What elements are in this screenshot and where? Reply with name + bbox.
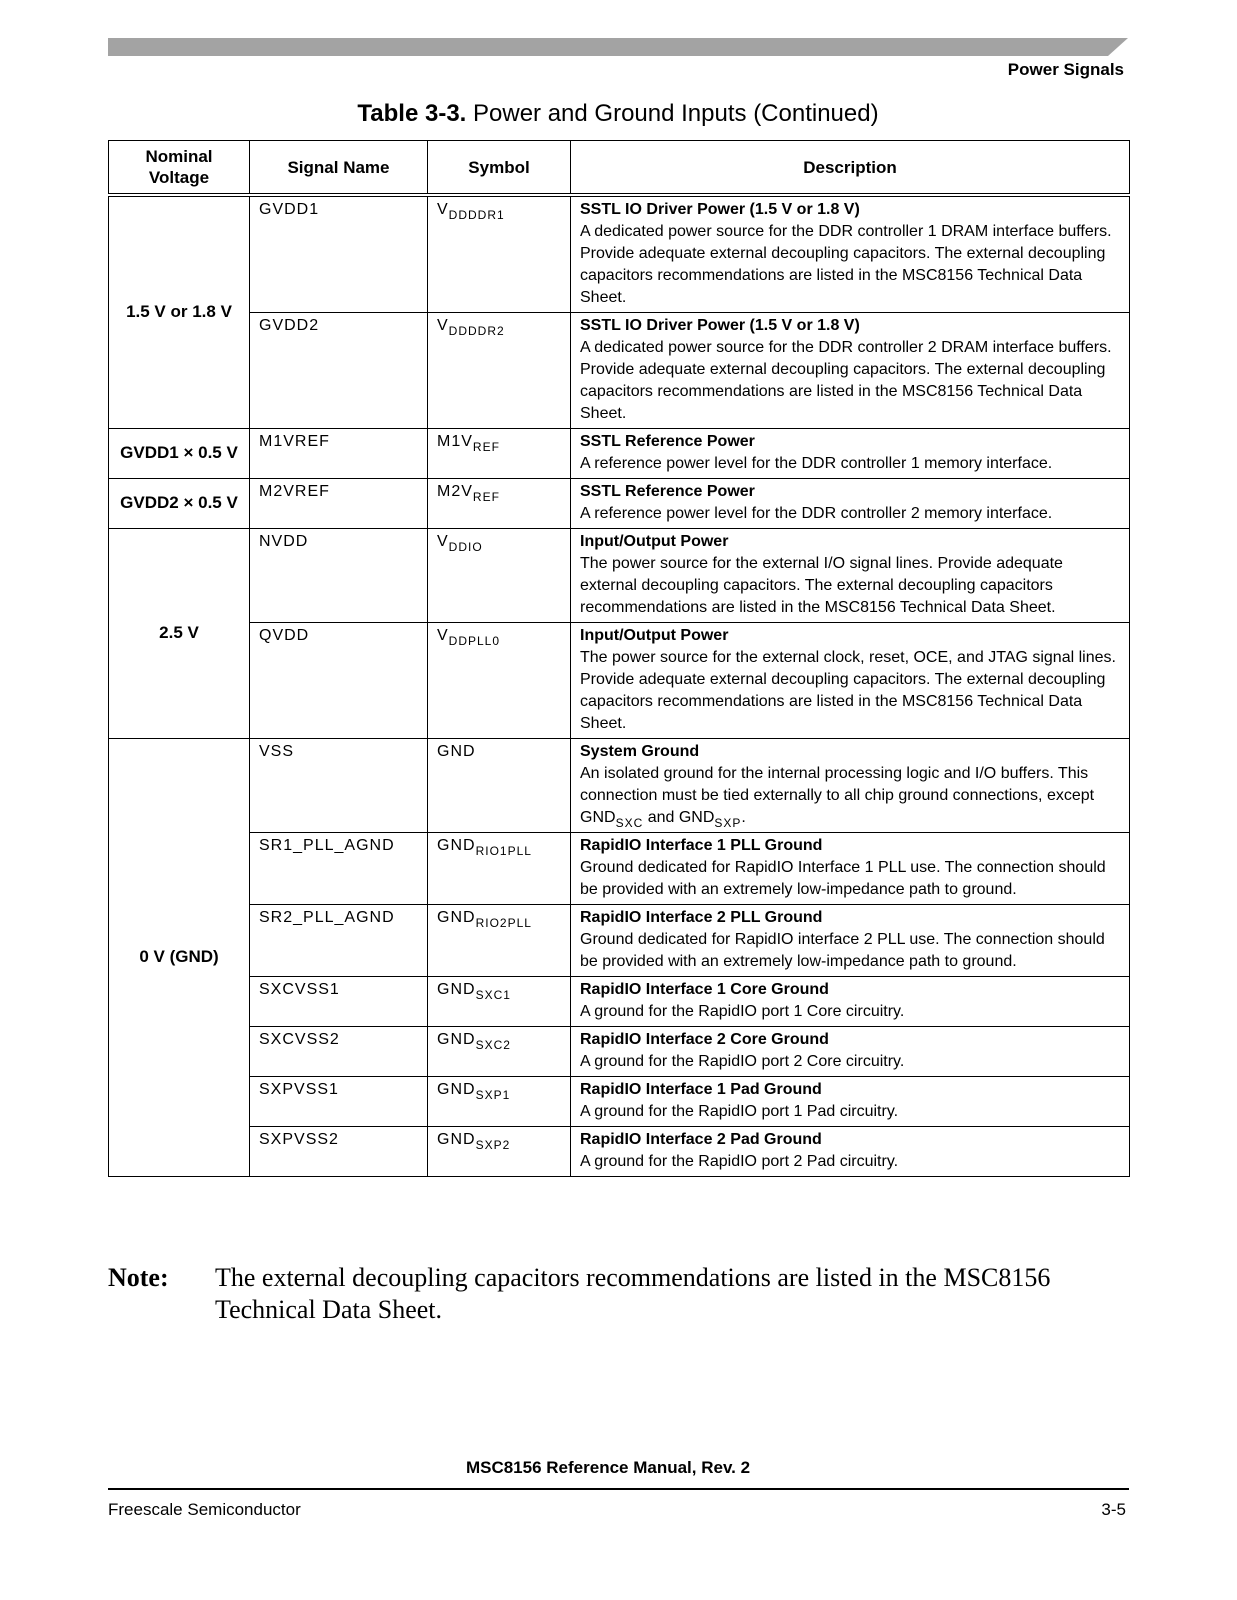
description-title: RapidIO Interface 2 Core Ground <box>580 1031 829 1048</box>
description-cell <box>571 739 1130 833</box>
description-subscript: SXP <box>714 816 742 830</box>
symbol-subscript: SXC1 <box>475 988 511 1002</box>
description-text <box>580 1053 904 1070</box>
description-cell <box>571 479 1130 529</box>
table-row <box>109 623 1130 739</box>
signal-name-cell: GVDD2 <box>250 313 428 429</box>
symbol-cell <box>428 1077 571 1127</box>
footer-company: Freescale Semiconductor <box>108 1500 301 1519</box>
nominal-voltage-cell: 0 V (GND) <box>109 739 250 1177</box>
description-body: A reference power level for the DDR controller 1 memory interface. <box>580 455 1053 472</box>
table-row <box>109 739 1130 833</box>
description-body: A ground for the RapidIO port 1 Pad circuitry. <box>580 1103 899 1120</box>
symbol-subscript: DDDDR1 <box>448 208 505 222</box>
symbol-base: GND <box>437 743 476 760</box>
table-title: Power and Ground Inputs (Continued) <box>473 100 879 127</box>
description-body: A dedicated power source for the DDR controller 2 DRAM interface buffers. Provide adequate external decoupling capacitors. The external decoupling capacitors recommendations are listed in the MSC8156 Technical Data Sheet. <box>580 339 1112 422</box>
symbol-subscript: DDDDR2 <box>448 324 505 338</box>
header-bar <box>108 38 1128 56</box>
description-text <box>580 505 1052 522</box>
symbol-base: GND <box>437 909 476 926</box>
description-cell <box>571 905 1130 977</box>
symbol-base: GND <box>437 1031 476 1048</box>
table-row <box>109 195 1130 313</box>
nominal-voltage-cell: GVDD2 × 0.5 V <box>109 479 250 529</box>
symbol-base: M2V <box>437 483 473 500</box>
description-cell <box>571 313 1130 429</box>
description-subscript: SXC <box>615 816 644 830</box>
symbol-base: GND <box>437 1131 476 1148</box>
description-cell <box>571 429 1130 479</box>
description-title: System Ground <box>580 743 700 760</box>
description-cell <box>571 195 1130 313</box>
symbol-cell <box>428 833 571 905</box>
symbol-cell <box>428 195 571 313</box>
signal-name-cell: SXCVSS2 <box>250 1027 428 1077</box>
description-body: A ground for the RapidIO port 2 Pad circuitry. <box>580 1153 899 1170</box>
column-header: Description <box>571 141 1130 196</box>
description-body: The power source for the external I/O signal lines. Provide adequate external decoupling capacitors. The external decoupling capacitors recommendations are listed in the MSC8156 Technical Data Sheet. <box>580 555 1063 616</box>
description-title: Input/Output Power <box>580 627 729 644</box>
signal-name-cell: SR2_PLL_AGND <box>250 905 428 977</box>
description-title: Input/Output Power <box>580 533 729 550</box>
description-cell <box>571 623 1130 739</box>
symbol-subscript: REF <box>472 440 500 454</box>
table-row <box>109 479 1130 529</box>
symbol-base: GND <box>437 981 476 998</box>
description-body: Ground dedicated for RapidIO interface 2 PLL use. The connection should be provided with an extremely low-impedance path to ground. <box>580 931 1105 970</box>
symbol-subscript: SXP1 <box>475 1088 511 1102</box>
description-text <box>580 1003 904 1020</box>
description-text <box>580 1153 898 1170</box>
symbol-base: V <box>437 317 449 334</box>
symbol-base: V <box>437 533 449 550</box>
footer-title: MSC8156 Reference Manual, Rev. 2 <box>465 1458 751 1477</box>
symbol-subscript: RIO1PLL <box>475 844 532 858</box>
description-text <box>580 1103 898 1120</box>
description-body: A ground for the RapidIO port 1 Core circuitry. <box>580 1003 905 1020</box>
description-text <box>580 555 1063 616</box>
description-cell <box>571 1027 1130 1077</box>
symbol-cell <box>428 1127 571 1177</box>
description-body: Ground dedicated for RapidIO Interface 1 PLL use. The connection should be provided with an extremely low-impedance path to ground. <box>580 859 1106 898</box>
table-row <box>109 977 1130 1027</box>
column-header: Signal Name <box>250 141 428 196</box>
description-title: RapidIO Interface 1 Core Ground <box>580 981 829 998</box>
description-title: SSTL IO Driver Power (1.5 V or 1.8 V) <box>580 317 860 334</box>
table-row <box>109 429 1130 479</box>
description-body: A ground for the RapidIO port 2 Core circuitry. <box>580 1053 905 1070</box>
signal-name-cell: SXPVSS2 <box>250 1127 428 1177</box>
footer-divider <box>108 1488 1129 1490</box>
signal-name-cell: QVDD <box>250 623 428 739</box>
nominal-voltage-cell: 1.5 V or 1.8 V <box>109 195 250 429</box>
symbol-base: GND <box>437 1081 476 1098</box>
signal-name-cell: NVDD <box>250 529 428 623</box>
description-title: SSTL Reference Power <box>580 483 755 500</box>
description-title: SSTL IO Driver Power (1.5 V or 1.8 V) <box>580 201 860 218</box>
description-title: RapidIO Interface 2 PLL Ground <box>580 909 823 926</box>
symbol-cell <box>428 977 571 1027</box>
note <box>108 1262 1118 1326</box>
nominal-voltage-cell: 2.5 V <box>109 529 250 739</box>
table-header-row <box>109 141 1130 196</box>
symbol-subscript: SXP2 <box>475 1138 511 1152</box>
signal-name-cell: M1VREF <box>250 429 428 479</box>
signal-name-cell: VSS <box>250 739 428 833</box>
description-title: SSTL Reference Power <box>580 433 755 450</box>
description-cell <box>571 1077 1130 1127</box>
power-ground-table <box>108 140 1130 1177</box>
description-cell <box>571 529 1130 623</box>
symbol-subscript: DDIO <box>448 540 483 554</box>
description-title: RapidIO Interface 1 PLL Ground <box>580 837 823 854</box>
table-row <box>109 905 1130 977</box>
note-label: Note: <box>108 1263 169 1292</box>
description-body: The power source for the external clock, reset, OCE, and JTAG signal lines. Provide adequate external decoupling capacitors. The external decoupling capacitors recommendations are listed in the MSC8156 Technical Data Sheet. <box>580 649 1116 732</box>
symbol-cell <box>428 479 571 529</box>
table-caption <box>108 100 1128 128</box>
symbol-cell <box>428 429 571 479</box>
description-title: RapidIO Interface 2 Pad Ground <box>580 1131 822 1148</box>
table-row <box>109 1127 1130 1177</box>
symbol-cell <box>428 529 571 623</box>
description-text <box>580 649 1116 732</box>
symbol-subscript: SXC2 <box>475 1038 511 1052</box>
description-body: . <box>741 809 746 826</box>
description-text <box>580 223 1112 306</box>
symbol-subscript: REF <box>472 490 500 504</box>
description-text <box>580 931 1105 970</box>
description-cell <box>571 1127 1130 1177</box>
symbol-base: V <box>437 627 449 644</box>
signal-name-cell: GVDD1 <box>250 195 428 313</box>
description-text <box>580 765 1095 830</box>
symbol-cell <box>428 1027 571 1077</box>
description-text <box>580 339 1112 422</box>
description-cell <box>571 833 1130 905</box>
symbol-subscript: DDPLL0 <box>448 634 501 648</box>
signal-name-cell: SXPVSS1 <box>250 1077 428 1127</box>
table-row <box>109 313 1130 429</box>
page-number: 3-5 <box>1101 1500 1126 1519</box>
symbol-cell <box>428 905 571 977</box>
symbol-cell <box>428 623 571 739</box>
signal-name-cell: SR1_PLL_AGND <box>250 833 428 905</box>
symbol-cell <box>428 739 571 833</box>
description-body: A dedicated power source for the DDR controller 1 DRAM interface buffers. Provide adequate external decoupling capacitors. The external decoupling capacitors recommendations are listed in the MSC8156 Technical Data Sheet. <box>580 223 1112 306</box>
description-text <box>580 859 1106 898</box>
signal-name-cell: SXCVSS1 <box>250 977 428 1027</box>
description-body: A reference power level for the DDR controller 2 memory interface. <box>580 505 1053 522</box>
description-cell <box>571 977 1130 1027</box>
table-row <box>109 1077 1130 1127</box>
symbol-base: GND <box>437 837 476 854</box>
table-number: Table 3-3. <box>357 100 467 127</box>
symbol-subscript: RIO2PLL <box>475 916 532 930</box>
symbol-cell <box>428 313 571 429</box>
table-row <box>109 529 1130 623</box>
column-header: Symbol <box>428 141 571 196</box>
table-row <box>109 833 1130 905</box>
section-title: Power Signals <box>1007 60 1124 79</box>
column-header: Nominal Voltage <box>109 141 250 196</box>
description-title: RapidIO Interface 1 Pad Ground <box>580 1081 822 1098</box>
symbol-base: V <box>437 201 449 218</box>
description-body: and GND <box>643 809 715 826</box>
note-text: The external decoupling capacitors recommendations are listed in the MSC8156 Technical Data Sheet. <box>215 1263 1051 1324</box>
signal-name-cell: M2VREF <box>250 479 428 529</box>
symbol-base: M1V <box>437 433 473 450</box>
description-text <box>580 455 1052 472</box>
table-row <box>109 1027 1130 1077</box>
nominal-voltage-cell: GVDD1 × 0.5 V <box>109 429 250 479</box>
description-body: An isolated ground for the internal processing logic and I/O buffers. This connection must be tied externally to all chip ground connections, except GND <box>580 765 1095 826</box>
table-body <box>109 195 1130 1177</box>
